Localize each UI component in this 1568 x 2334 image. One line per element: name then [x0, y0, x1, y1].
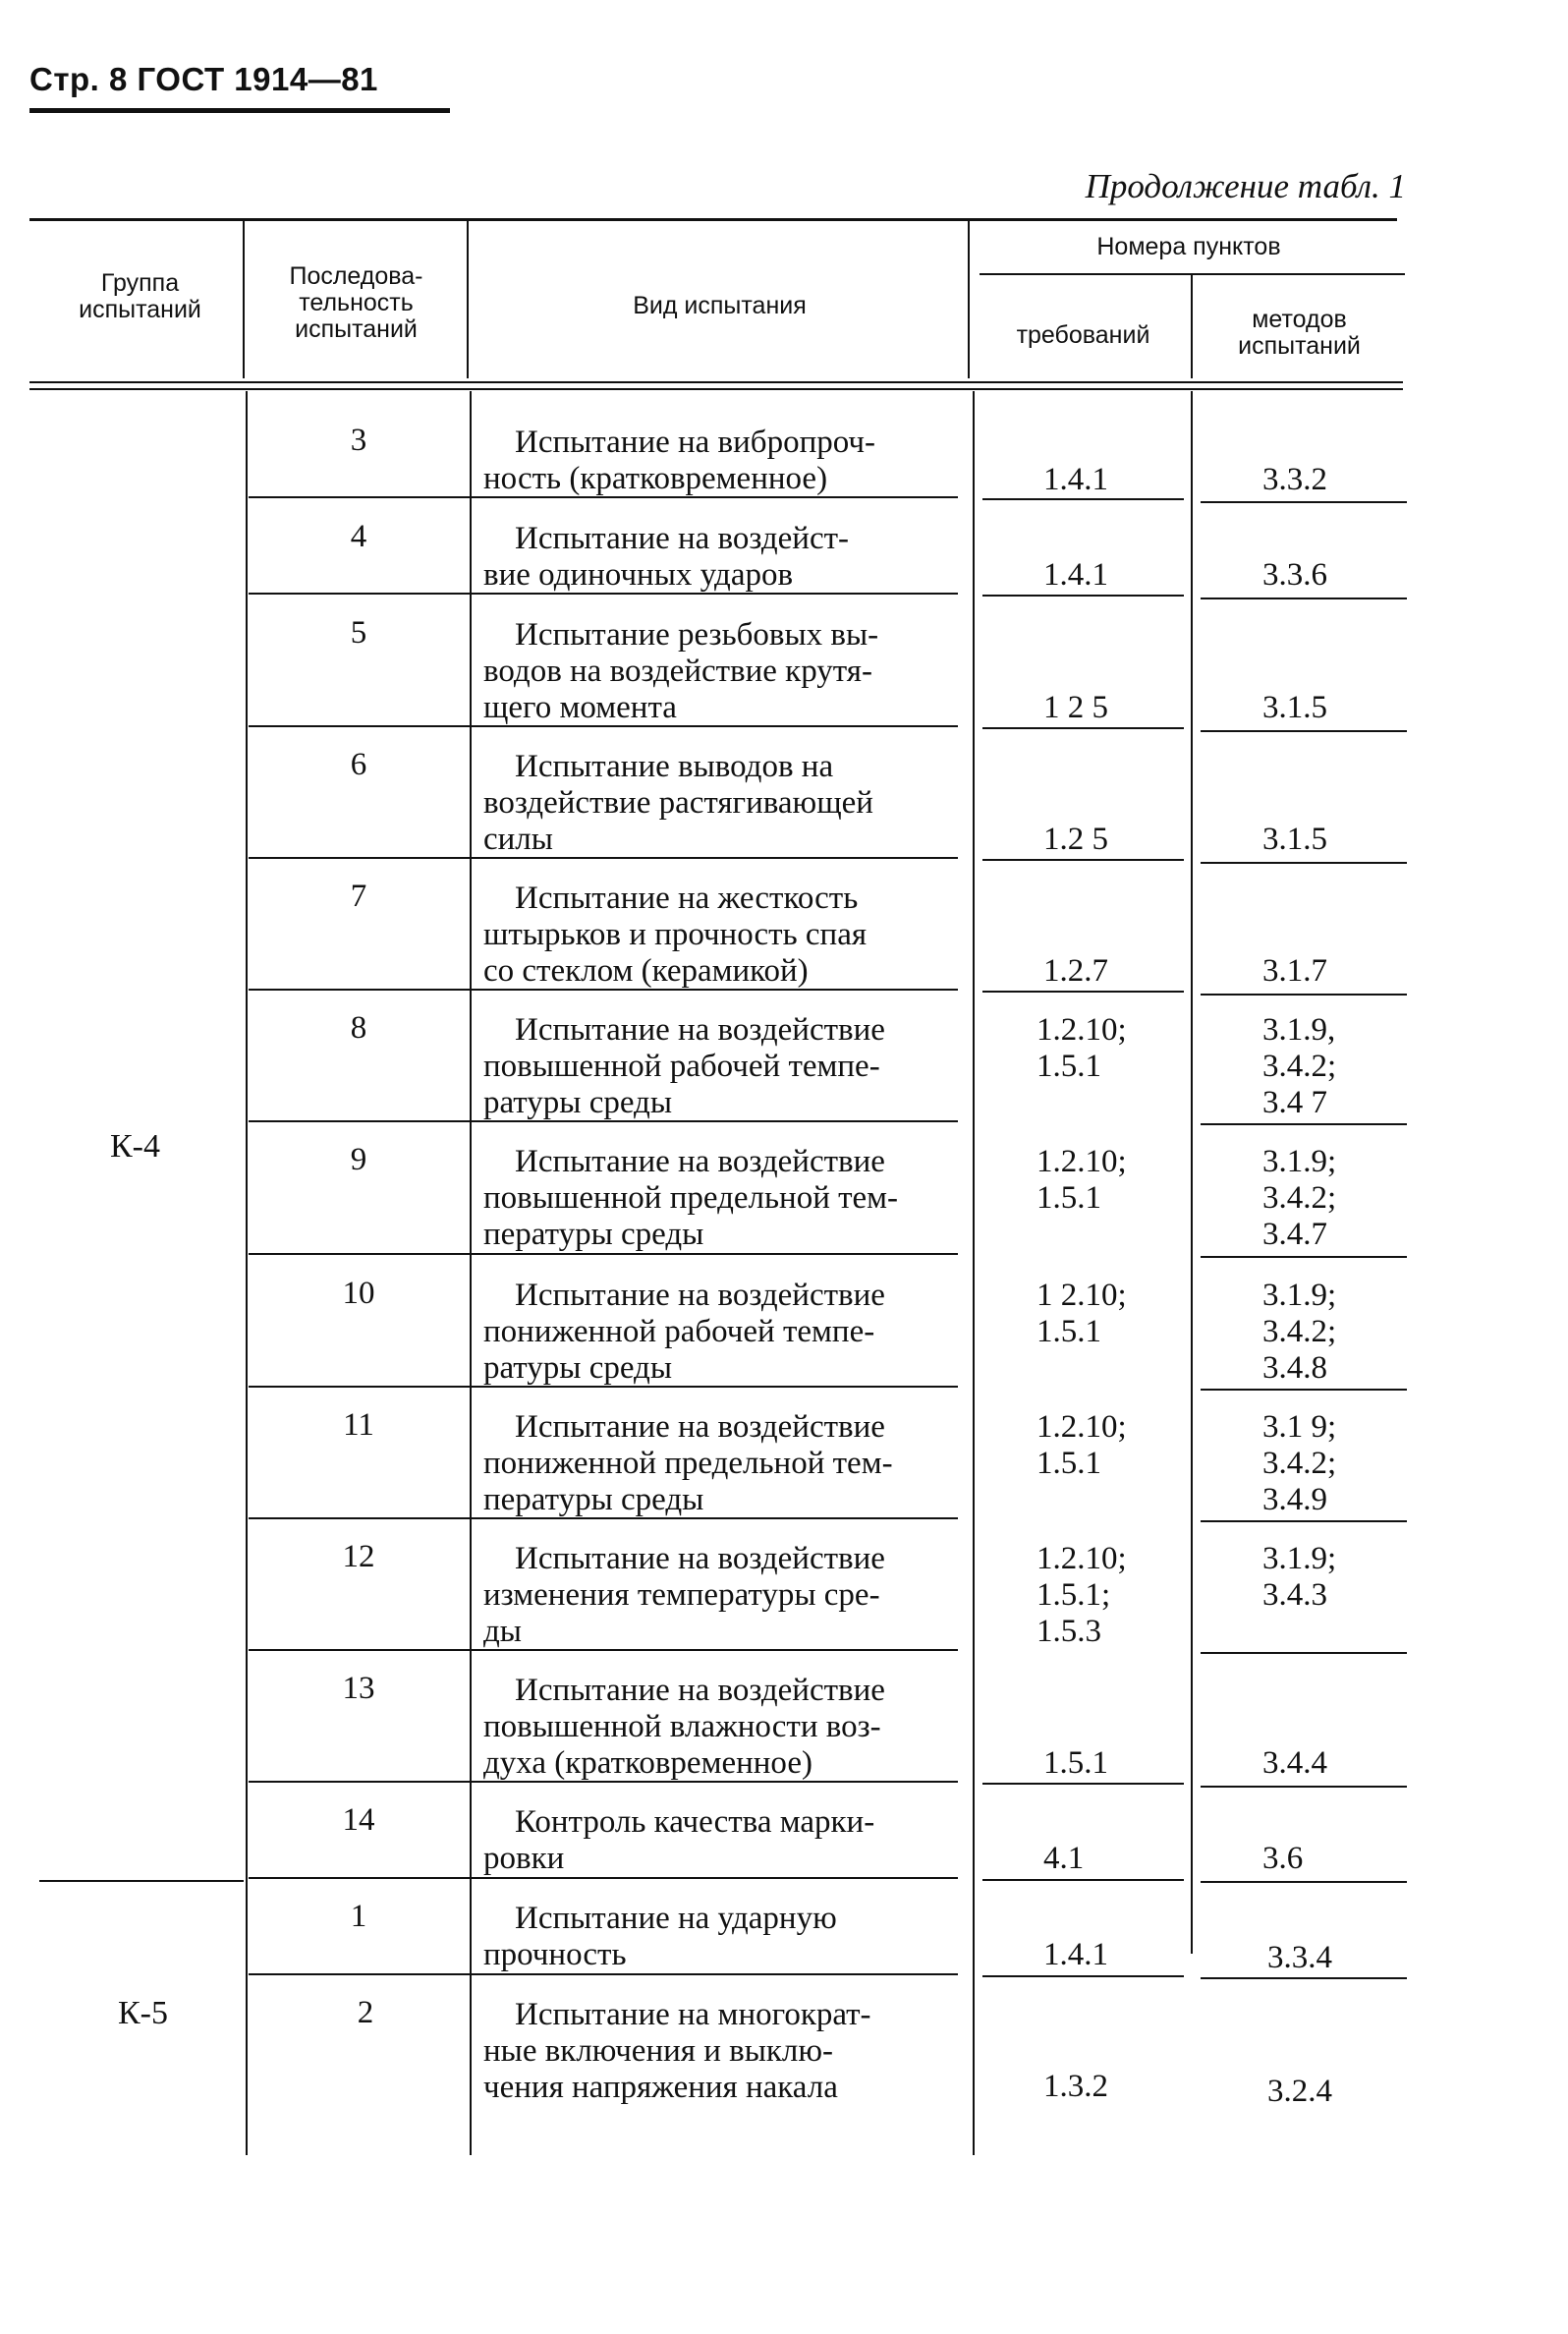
header-methods: методов испытаний	[1238, 306, 1361, 360]
row-methods: 3.4.4	[1262, 1745, 1327, 1781]
row-methods: 3.1.9; 3.4.2; 3.4.7	[1262, 1144, 1337, 1252]
row-rule	[249, 989, 958, 991]
row-methods: 3.1.9; 3.4.2; 3.4.8	[1262, 1278, 1337, 1386]
row-rule	[982, 991, 1184, 993]
header-bottom-rule-2	[29, 388, 1403, 390]
row-rule	[1201, 1652, 1407, 1654]
row-rule	[249, 1781, 958, 1783]
table-top-rule	[29, 218, 1397, 221]
row-rule	[1201, 1881, 1407, 1883]
row-description: Испытание на воздействие пониженной предельной тем- пературы среды	[483, 1409, 893, 1517]
row-description: Испытание на жесткость штырьков и прочность спая со стеклом (керамикой)	[483, 881, 868, 989]
row-requirements: 1.2.10; 1.5.1; 1.5.3	[1036, 1541, 1127, 1649]
row-requirements: 1 2 5	[1043, 690, 1108, 725]
row-rule	[249, 1120, 958, 1122]
header-group: Группа испытаний	[79, 269, 201, 323]
header-col-divider-2	[467, 221, 469, 378]
row-rule	[249, 1386, 958, 1388]
row-methods: 3.3.2	[1262, 462, 1327, 497]
row-rule	[982, 595, 1184, 597]
row-rule	[982, 1783, 1184, 1785]
row-description: Контроль качества марки- ровки	[483, 1804, 875, 1876]
header-rule	[29, 108, 450, 113]
row-seq: 11	[343, 1407, 374, 1443]
row-requirements: 1.4.1	[1043, 1937, 1108, 1972]
row-requirements: 1.2.10; 1.5.1	[1036, 1409, 1127, 1481]
group-label-k4: К-4	[110, 1128, 160, 1165]
row-methods: 3.1.9, 3.4.2; 3.4 7	[1262, 1012, 1337, 1120]
row-seq: 6	[350, 747, 367, 782]
continuation-label: Продолжение табл. 1	[1085, 167, 1406, 205]
header-sequence: Последова- тельность испытаний	[289, 262, 423, 343]
row-methods: 3.1.5	[1262, 690, 1327, 725]
row-rule	[249, 1517, 958, 1519]
header-test-type: Вид испытания	[633, 292, 807, 319]
row-rule	[1201, 1123, 1407, 1125]
row-rule	[249, 1253, 958, 1255]
row-rule	[249, 593, 958, 595]
group-label-k5: К-5	[118, 1995, 168, 2031]
body-col-divider-4	[1191, 391, 1193, 1954]
row-seq: 3	[350, 423, 367, 458]
header-col-divider-1	[243, 221, 245, 378]
row-seq: 13	[342, 1671, 375, 1706]
row-description: Испытание на ударную прочность	[483, 1901, 837, 1972]
row-requirements: 1.2.10; 1.5.1	[1036, 1012, 1127, 1084]
row-rule	[1201, 1977, 1407, 1979]
row-seq: 10	[342, 1276, 375, 1311]
row-seq: 7	[350, 879, 367, 914]
row-rule	[249, 857, 958, 859]
page-header: Стр. 8 ГОСТ 1914—81	[29, 61, 378, 97]
header-col-divider-3	[968, 221, 970, 378]
row-seq: 5	[350, 615, 367, 651]
row-rule	[1201, 1786, 1407, 1788]
body-col-divider-1	[246, 391, 248, 2155]
row-methods: 3.3.4	[1267, 1940, 1332, 1975]
row-methods: 3.1 9; 3.4.2; 3.4.9	[1262, 1409, 1337, 1517]
row-rule	[1201, 1520, 1407, 1522]
row-rule	[1201, 598, 1407, 599]
row-rule	[982, 859, 1184, 861]
row-rule	[249, 1973, 958, 1975]
row-requirements: 4.1	[1043, 1841, 1085, 1876]
header-col-divider-4	[1191, 275, 1193, 378]
header-requirements: требований	[1016, 321, 1150, 349]
row-rule	[249, 725, 958, 727]
row-seq: 14	[342, 1802, 375, 1838]
group-divider	[39, 1880, 244, 1882]
row-description: Испытание резьбовых вы- водов на воздействие крутя- щего момента	[483, 617, 879, 725]
row-rule	[1201, 730, 1407, 732]
row-requirements: 1.5.1	[1043, 1745, 1108, 1781]
row-rule	[1201, 862, 1407, 864]
row-requirements: 1.2.7	[1043, 953, 1108, 989]
row-description: Испытание на воздействие повышенной предельной тем- пературы среды	[483, 1144, 899, 1252]
row-methods: 3.1.5	[1262, 822, 1327, 857]
row-rule	[249, 496, 958, 498]
body-col-divider-3	[973, 391, 975, 2155]
header-bottom-rule-1	[29, 381, 1403, 383]
row-description: Испытание на воздействие изменения температуры сре- ды	[483, 1541, 885, 1649]
row-methods: 3.2.4	[1267, 2074, 1332, 2109]
body-col-divider-2	[470, 391, 472, 2155]
row-rule	[982, 727, 1184, 729]
row-seq: 9	[350, 1142, 367, 1177]
row-seq: 4	[350, 519, 367, 554]
row-methods: 3.1.7	[1262, 953, 1327, 989]
row-description: Испытание на воздействие пониженной рабочей темпе- ратуры среды	[483, 1278, 885, 1386]
row-rule	[982, 1975, 1184, 1977]
row-methods: 3.1.9; 3.4.3	[1262, 1541, 1337, 1613]
row-rule	[1201, 994, 1407, 996]
row-rule	[1201, 1256, 1407, 1258]
row-requirements: 1 2.10; 1.5.1	[1036, 1278, 1127, 1349]
row-seq: 8	[350, 1010, 367, 1046]
row-rule	[982, 498, 1184, 500]
row-description: Испытание на воздейст- вие одиночных ударов	[483, 521, 850, 593]
row-seq: 12	[342, 1539, 375, 1574]
row-description: Испытание на многократ- ные включения и выклю- чения напряжения накала	[483, 1997, 871, 2105]
row-rule	[1201, 501, 1407, 503]
row-description: Испытание на воздействие повышенной рабочей темпе- ратуры среды	[483, 1012, 885, 1120]
header-item-numbers: Номера пунктов	[1096, 233, 1281, 260]
row-rule	[249, 1877, 958, 1879]
row-description: Испытание на воздействие повышенной влажности воз- духа (кратковременное)	[483, 1673, 885, 1781]
row-rule	[249, 1649, 958, 1651]
row-requirements: 1.4.1	[1043, 462, 1108, 497]
row-requirements: 1.4.1	[1043, 557, 1108, 593]
row-methods: 3.6	[1262, 1841, 1304, 1876]
row-requirements: 1.2.10; 1.5.1	[1036, 1144, 1127, 1216]
row-seq: 1	[350, 1899, 367, 1934]
row-description: Испытание на вибропроч- ность (кратковременное)	[483, 425, 875, 496]
row-requirements: 1.2 5	[1043, 822, 1108, 857]
row-methods: 3.3.6	[1262, 557, 1327, 593]
row-rule	[1201, 1389, 1407, 1391]
row-seq: 2	[357, 1995, 374, 2030]
row-description: Испытание выводов на воздействие растягивающей силы	[483, 749, 873, 857]
row-requirements: 1.3.2	[1043, 2069, 1108, 2104]
row-rule	[982, 1879, 1184, 1881]
